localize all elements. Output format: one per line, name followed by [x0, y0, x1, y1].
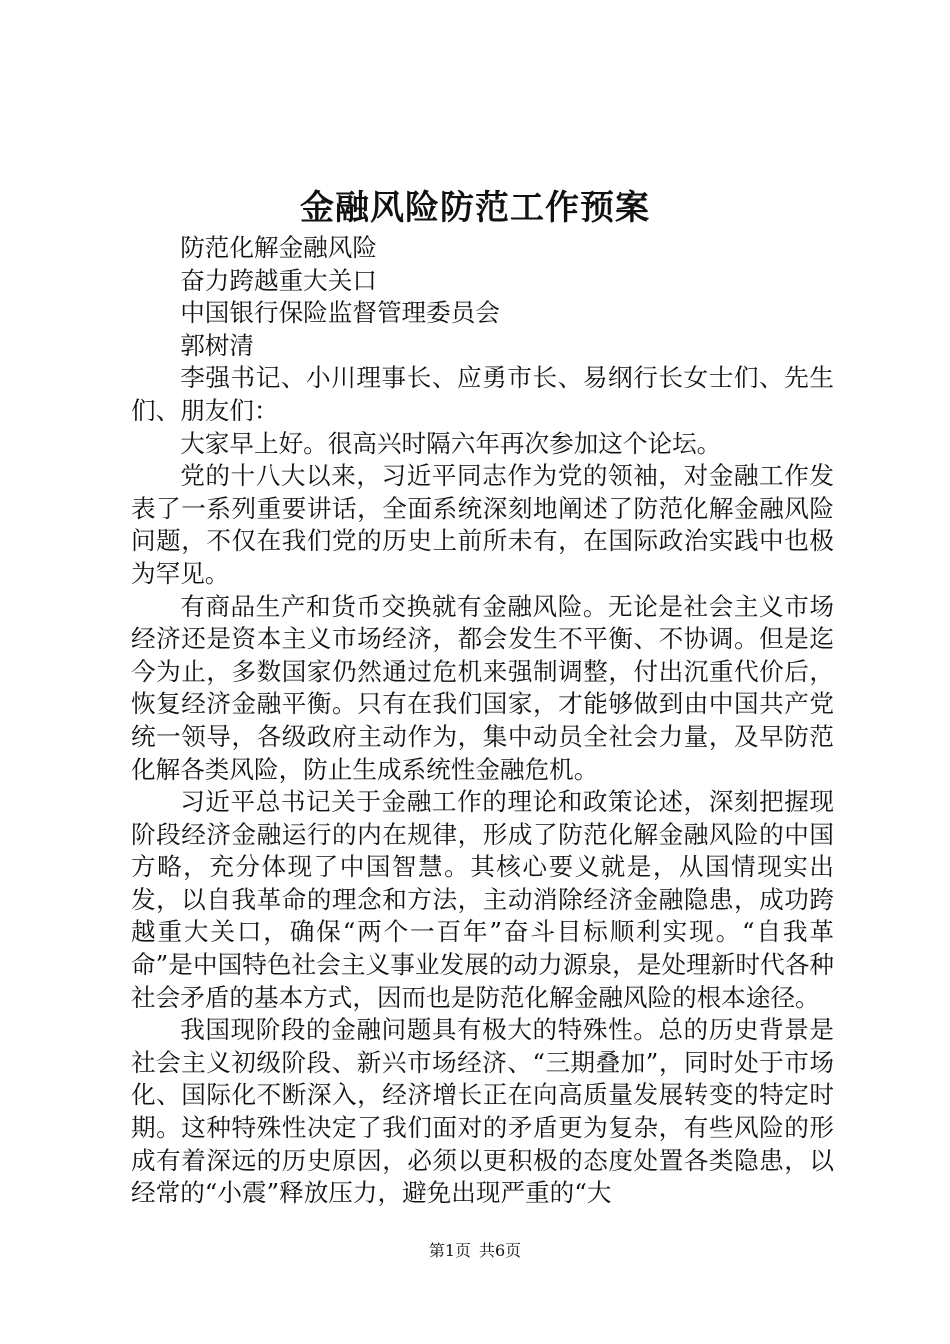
paragraph-subtitle-2: 奋力跨越重大关口 [180, 265, 377, 295]
page-footer [0, 1241, 950, 1261]
document-title: 金融风险防范工作预案 [300, 188, 650, 228]
page-total: 共6页 [479, 1241, 522, 1260]
paragraph-author: 郭树清 [180, 330, 254, 360]
paragraph-greeting: 大家早上好。很高兴时隔六年再次参加这个论坛。 [180, 428, 722, 458]
paragraph-salutation: 李强书记、小川理事长、应勇市长、易纲行长女士们、先生们、朋友们： [131, 363, 834, 425]
paragraph-organization: 中国银行保险监督管理委员会 [180, 298, 500, 328]
document-body [131, 232, 834, 1210]
page-number: 第1页 [428, 1241, 471, 1260]
paragraph-body-2: 有商品生产和货币交换就有金融风险。无论是社会主义市场经济还是资本主义市场经济，都会发生不平衡、不协调。但是迄今为止，多数国家仍然通过危机来强制调整，付出沉重代价后，恢复经济金融平衡。只有在我们国家，才能够做到由中国共产党统一领导，各级政府主动作为，集中动员全社会力量，及早防范化解各类风险，防止生成系统性金融危机。 [131, 591, 834, 784]
paragraph-body-1: 党的十八大以来，习近平同志作为党的领袖，对金融工作发表了一系列重要讲话，全面系统深刻地阐述了防范化解金融风险问题，不仅在我们党的历史上前所未有，在国际政治实践中也极为罕见。 [131, 461, 834, 588]
paragraph-body-4: 我国现阶段的金融问题具有极大的特殊性。总的历史背景是社会主义初级阶段、新兴市场经济、“三期叠加”，同时处于市场化、国际化不断深入，经济增长正在向高质量发展转变的特定时期。这种特殊性决定了我们面对的矛盾更为复杂，有些风险的形成有着深远的历史原因，必须以更积极的态度处置各类隐患，以经常的“小震”释放压力，避免出现严重的“大 [131, 1015, 834, 1208]
paragraph-subtitle-1: 防范化解金融风险 [180, 233, 377, 262]
paragraph-body-3: 习近平总书记关于金融工作的理论和政策论述，深刻把握现阶段经济金融运行的内在规律，形成了防范化解金融风险的中国方略，充分体现了中国智慧。其核心要义就是，从国情现实出发，以自我革命的理念和方法，主动消除经济金融隐患，成功跨越重大关口，确保“两个一百年”奋斗目标顺利实现。“自我革命”是中国特色社会主义事业发展的动力源泉，是处理新时代各种社会矛盾的基本方式，因而也是防范化解金融风险的根本途径。 [131, 787, 834, 1012]
